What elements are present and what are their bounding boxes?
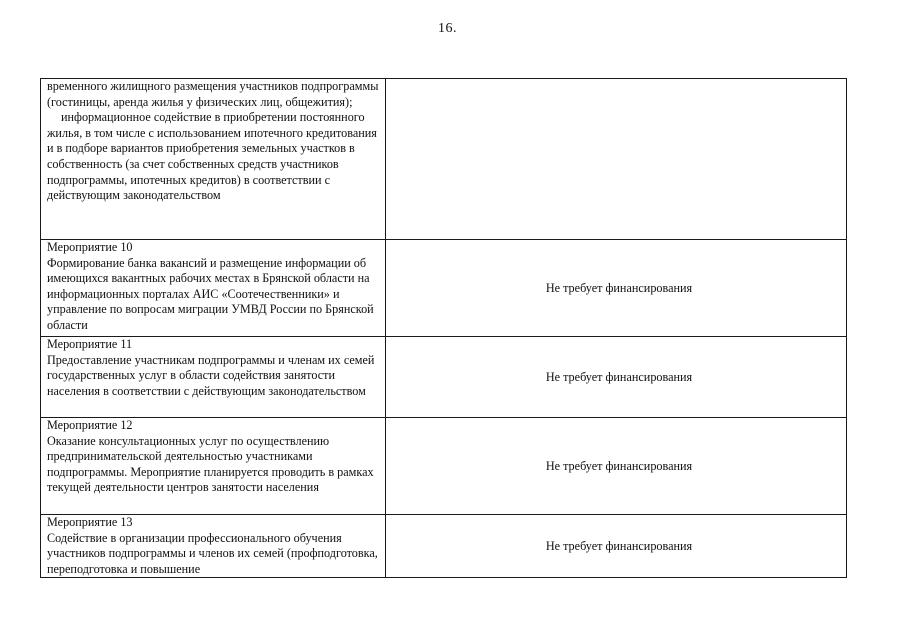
table-row: [41, 418, 847, 515]
measures-table: [40, 78, 847, 578]
table-row: [41, 240, 847, 337]
measure-body: Формирование банка вакансий и размещение информации об имеющихся вакантных рабочих местах в Брянской области на информационных порталах АИС «Соотечественники» и управление по вопросам миграции УМВД России по Брянской области: [47, 255, 374, 332]
measure-heading: Мероприятие 13: [47, 515, 133, 529]
measure-heading: Мероприятие 10: [47, 240, 133, 254]
table-row: [41, 515, 847, 578]
funding-cell: [386, 337, 847, 418]
measure-description-cell: [41, 337, 386, 418]
funding-cell: [386, 240, 847, 337]
page-number: 16.: [438, 21, 457, 36]
continued-paragraph: временного жилищного размещения участников подпрограммы (гостиницы, аренда жилья у физических лиц, общежития);: [47, 79, 379, 109]
funding-text: Не требует финансирования: [545, 281, 693, 295]
measure-description-cell: [41, 240, 386, 337]
measure-description-cell: [41, 515, 386, 578]
funding-cell: [386, 418, 847, 515]
measure-heading: Мероприятие 12: [47, 418, 133, 432]
measure-heading: Мероприятие 11: [47, 337, 133, 351]
table-row: [41, 337, 847, 418]
funding-cell: [386, 515, 847, 578]
measure-body: Предоставление участникам подпрограммы и членам их семей государственных услуг в области содействия занятости населения в соответствии с действующим законодательством: [47, 352, 375, 398]
measure-body: Содействие в организации профессионального обучения участников подпрограммы и членов их семей (профподготовка, переподготовка и повышение: [47, 530, 378, 576]
funding-text: Не требует финансирования: [545, 370, 693, 384]
funding-text: Не требует финансирования: [545, 459, 693, 473]
info-assistance-paragraph: информационное содействие в приобретении постоянного жилья, в том числе с использованием ипотечного кредитования и в подборе вариантов приобретения земельных участков в собственность (за счет собственных средств участников подпрограммы, ипотечных кредитов) в соответствии с действующим законодательством: [47, 110, 377, 203]
funding-cell: [386, 79, 847, 240]
measure-description-cell: [41, 418, 386, 515]
measure-body: Оказание консультационных услуг по осуществлению предпринимательской деятельностью участниками подпрограммы. Мероприятие планируется проводить в рамках текущей деятельности центров занятости населения: [47, 433, 374, 495]
measure-description-cell: [41, 79, 386, 240]
table-row: [41, 79, 847, 240]
funding-text: Не требует финансирования: [545, 539, 693, 554]
